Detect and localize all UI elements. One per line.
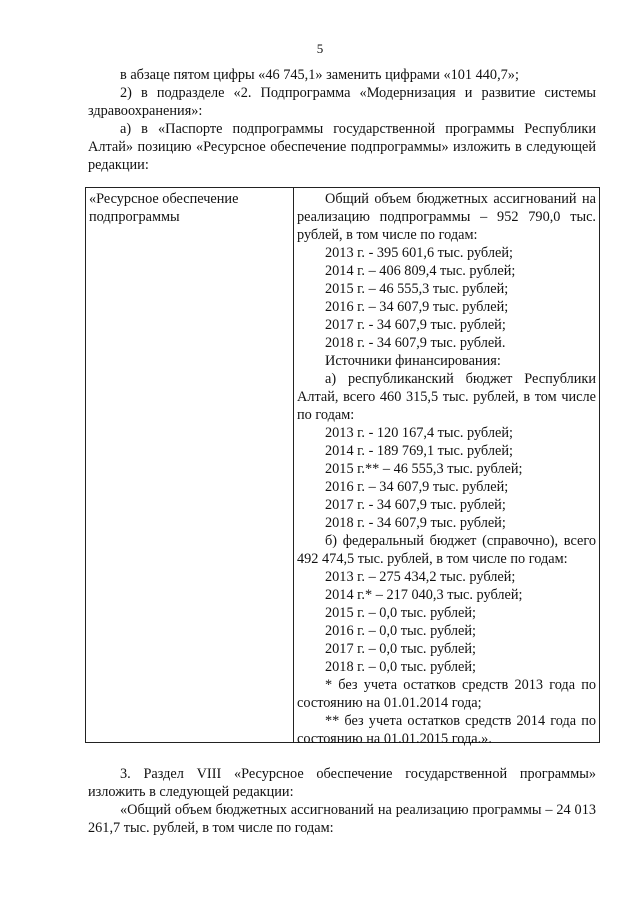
outro-paragraph: 3. Раздел VIII «Ресурсное обеспечение государственной программы» изложить в следующей редакции: <box>88 766 596 800</box>
page-number: 5 <box>316 41 324 56</box>
table-line: 2013 г. - 120 167,4 тыс. рублей; <box>325 425 513 441</box>
table-line: Общий объем бюджетных ассигнований на реализацию подпрограммы – 952 790,0 тыс. рублей, в том числе по годам: <box>297 191 596 243</box>
table-line: 2018 г. – 0,0 тыс. рублей; <box>325 659 477 675</box>
table-footnote: ** без учета остатков средств 2014 года по состоянию на 01.01.2015 года.». <box>297 713 596 747</box>
table-line: а) республиканский бюджет Республики Алтай, всего 460 315,5 тыс. рублей, в том числе по годам: <box>297 371 596 423</box>
table-line: 2018 г. - 34 607,9 тыс. рублей; <box>325 515 506 531</box>
intro-section <box>88 66 596 174</box>
table-line: 2016 г. – 34 607,9 тыс. рублей; <box>325 299 509 315</box>
table-line: 2017 г. - 34 607,9 тыс. рублей; <box>325 497 506 513</box>
table-line: 2013 г. – 275 434,2 тыс. рублей; <box>325 569 516 585</box>
table-line: 2013 г. - 395 601,6 тыс. рублей; <box>325 245 513 261</box>
table-line: 2018 г. - 34 607,9 тыс. рублей. <box>325 335 506 351</box>
table-line: 2015 г.** – 46 555,3 тыс. рублей; <box>325 461 523 477</box>
table-line: 2014 г.* – 217 040,3 тыс. рублей; <box>325 587 523 603</box>
table-line: 2014 г. – 406 809,4 тыс. рублей; <box>325 263 516 279</box>
table-line: 2016 г. – 0,0 тыс. рублей; <box>325 623 477 639</box>
resource-table <box>85 187 600 747</box>
table-line: 2015 г. – 46 555,3 тыс. рублей; <box>325 281 509 297</box>
intro-paragraph: а) в «Паспорте подпрограммы государственной программы Республики Алтай» позицию «Ресурсное обеспечение подпрограммы» изложить в следующей редакции: <box>88 121 596 173</box>
table-line: 2017 г. - 34 607,9 тыс. рублей; <box>325 317 506 333</box>
table-line: 2015 г. – 0,0 тыс. рублей; <box>325 605 477 621</box>
table-line: 2014 г. - 189 769,1 тыс. рублей; <box>325 443 513 459</box>
intro-paragraph: в абзаце пятом цифры «46 745,1» заменить цифрами «101 440,7»; <box>120 67 519 83</box>
outro-section <box>88 765 596 837</box>
table-footnote: * без учета остатков средств 2013 года по состоянию на 01.01.2014 года; <box>297 677 596 711</box>
table-line: 2016 г. – 34 607,9 тыс. рублей; <box>325 479 509 495</box>
table-line: б) федеральный бюджет (справочно), всего 492 474,5 тыс. рублей, в том числе по годам: <box>297 533 596 567</box>
table-line: Источники финансирования: <box>325 353 501 369</box>
table-line: 2017 г. – 0,0 тыс. рублей; <box>325 641 477 657</box>
table-left-cell: «Ресурсное обеспечение подпрограммы <box>86 188 294 742</box>
table-right-cell <box>294 188 599 747</box>
intro-paragraph: 2) в подразделе «2. Подпрограмма «Модернизация и развитие системы здравоохранения»: <box>88 85 596 119</box>
outro-paragraph: «Общий объем бюджетных ассигнований на реализацию программы – 24 013 261,7 тыс. рублей, в том числе по годам: <box>88 802 596 836</box>
